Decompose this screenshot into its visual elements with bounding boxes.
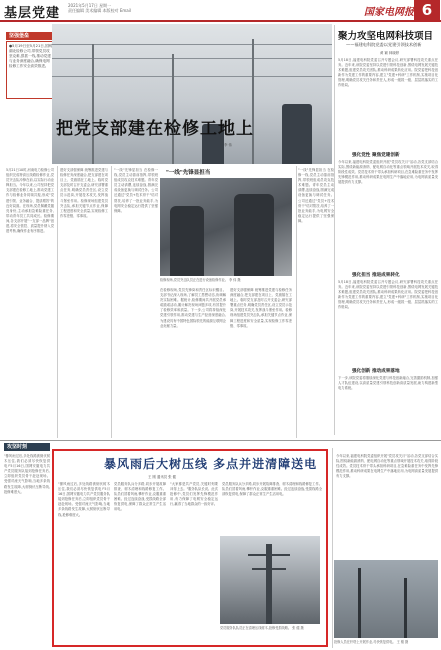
- feature-photo-caption: 党员服务队队员正在清理压线树木,抢修受损线路。 张 健 摄: [220, 626, 304, 630]
- masthead: [0, 0, 441, 22]
- right-headline: 聚力攻坚电网科技项目: [338, 31, 434, 42]
- body-column-4: 在检修现场,党员先锋岗和责任区标识醒目。支部书记深入现场,了解员工思想动态,协调解决实际困难。据统计,检修期间共开展党员承诺践诺活动,累计解决现场问题多项,有效提升了检修效率和质量。下一步,公司将持续深化党建引领作用,推动党建与生产经营深度融合,为建设具有中国特色国际领先的能源互联网企业贡献力量。: [160, 288, 226, 328]
- worker-figure: [282, 104, 312, 164]
- right-sub-head-1: 强化党性 聚焦党建创新: [352, 153, 400, 158]
- lead-box: ●5月19日至5月21日,国网湖北检修公司,带领党员攻坚克难,狠抓一线,推动党建与业务深度融合,确保电网检修工作安全高效推进。: [6, 41, 56, 99]
- body-column-1: 5月21日10时,河南电力检修公司组织完成特高压线路检修作业,党员突击队冲锋在前,以实际行动诠释担当。今年以来,公司坚持把党支部建在检修工地上,推动党建工作与检修业务同频共振,形成"党建引领、业务融合、提质增效"的良好局面。在现场,党员佩戴党徽亮身份,主动承担急难险重任务,带动青年员工共同成长。检修期间,各支部开展"一支部一品牌"创建,将安全管控、质量提升纳入党建考核,确保作业有序推进。: [6, 168, 54, 234]
- feature-headline: 暴风雨后大树压线 多点并进清障送电: [104, 457, 318, 471]
- feature-column-3: "大家都是共产党员,关键时刻要冲得上去。"服务队队长说。此次抢修中,党员们发挥先锋模范作用,有力保障了电网安全稳定运行,赢得了当地群众的一致好评。: [170, 482, 218, 507]
- right-subtitle: ——福建电科院党委以党建引领技术创新: [346, 42, 422, 47]
- editor-line: 责任编辑 美术编辑 本版校对 Email: [68, 8, 131, 13]
- section-divider: [0, 440, 441, 446]
- power-line: [52, 76, 332, 77]
- tower-mast: [92, 44, 94, 164]
- right-body-3: 5月18日,福建电科院党委召开专题会议,研究部署科技攻关重点任务。近年来,该院党委坚持以党建引领科技创新,围绕电网发展关键技术难题,组建党员攻关团队,推动科研成果转化应用。院党委把科技创新作为党建工作的重要内容,建立"党建+科研"工作机制,实施项目化管理,明确党员攻关任务和责任人,形成一级抓一级、层层抓落实的工作格局。: [338, 280, 438, 310]
- body-column-5: 建好支部强保障 统筹推进党建与检修任务深度融合,把支部建在项目上、党旗插在工地上。临时党支部及时召开支委会,研究部署重点任务,明确党员责任区,设立党员示范岗,开展技术攻关,发挥战斗堡垒作用。检修现场组建党员突击队,承担关键节点作业,保障工程进度和安全质量,实现检修工作零差错、零事故。: [230, 288, 292, 328]
- bottom-column-tag: 攻坚时刻: [4, 443, 50, 451]
- feature-byline: 王 刚 通讯员 张 健: [148, 475, 177, 479]
- page-number: 6: [414, 0, 440, 20]
- column-rule: [296, 166, 297, 438]
- tower-mast: [404, 578, 407, 638]
- right-body-1: 5月18日,福建电科院党委召开专题会议,研究部署科技攻关重点任务。近年来,该院党委坚持以党建引领科技创新,围绕电网发展关键技术难题,组建党员攻关团队,推动科研成果转化应用。院党委把科技创新作为党建工作的重要内容,建立"党建+科研"工作机制,实施项目化管理,明确党员攻关任务和责任人,形成一级抓一级、层层抓落实的工作格局。: [338, 58, 438, 88]
- right-sub-head-2: 强化担当 推进成果转化: [352, 273, 400, 278]
- tower-mast: [252, 39, 254, 164]
- tower-crossarm: [252, 568, 286, 570]
- column-tag: 坚强堡垒: [6, 32, 52, 40]
- body-column-2: 建好支部强保障 统筹推进党建与检修任务深度融合,把支部建在项目上、党旗插在工地上。临时党支部及时召开支委会,研究部署重点任务,明确党员责任区,设立党员示范岗,开展技术攻关,发挥战斗堡垒作用。检修现场组建党员突击队,承担关键节点作业,保障工程进度和安全质量,实现检修工作零差错、零事故。: [60, 168, 108, 218]
- power-line: [52, 58, 332, 59]
- right-body-4: 下一步,该院党委将继续深化党建与科技创新融合,完善激励机制,加强人才队伍建设,以高质量党建引领科技创新高质量发展,助力构建新型电力系统。: [338, 376, 438, 391]
- right-body-2: 今年以来,福建电科院党委组织开展"党员攻关月"活动,各党支部结合实际,围绕新能源消纳、配电网自动化等重点领域开展技术攻关,取得阶段性成效。党员技术骨干带头承担科研项目,在急难险重任务中发挥先锋模范作用,推动科研成果在电网生产中落地应用,为电网高质量发展提供有力支撑。: [338, 160, 438, 185]
- worker-figure: [234, 194, 274, 276]
- feature-column-4: 党员服务队兵分多路,同步开展故障排查、树木清理和线路修复工作。队员们冒着风雨,攀杆作业,克服重重困难。经过连续奋战,受损线路全部恢复供电,保障了群众正常生产生活用电。: [222, 482, 322, 497]
- main-author: 李 伟: [224, 143, 232, 147]
- newspaper-logo: 国家电网报: [364, 7, 414, 18]
- main-headline: 把党支部建在检修工地上: [56, 119, 254, 139]
- bottom-right-column: 今年以来,福建电科院党委组织开展"党员攻关月"活动,各党支部结合实际,围绕新能源消纳、配电网自动化等重点领域开展技术攻关,取得阶段性成效。党员技术骨干带头承担科研项目,在急难险重任务中发挥先锋模范作用,推动科研成果在电网生产中落地应用,为电网高质量发展提供有力支撑。: [336, 454, 438, 479]
- issue-date: 2021年5月17日 星期一: [68, 3, 112, 8]
- right-sub-head-3: 强化创新 推动成果落地: [352, 369, 400, 374]
- feature-photo: [220, 536, 320, 624]
- tower-crossarm: [248, 554, 290, 556]
- tower-mast: [358, 568, 361, 638]
- column-rule: [57, 166, 58, 438]
- inset-photo: [160, 178, 292, 276]
- feature-column-1: "暴风雨过后,多处线路被倒伏树木压住,我们必须尽快恢复供电!"5月16日,国网安徽电力共产党员服务队接到抢修任务后,立即组织党员骨干赶赴现场。受强对流天气影响,当地多条线路发生故障,大树倒伏压断导线,抢修难度大。: [58, 482, 110, 517]
- feature-column-2: 党员服务队兵分多路,同步开展故障排查、树木清理和线路修复工作。队员们冒着风雨,攀杆作业,克服重重困难。经过连续奋战,受损线路全部恢复供电,保障了群众正常生产生活用电。: [114, 482, 166, 512]
- sub-head: "一线"先锋显担当: [166, 170, 211, 176]
- section-name: 基层党建: [4, 6, 61, 21]
- column-rule: [111, 166, 112, 438]
- tower-mast: [172, 54, 174, 164]
- issue-meta: [68, 3, 131, 13]
- column-rule: [334, 25, 335, 435]
- bottom-right-photo: [334, 560, 438, 638]
- column-rule: [332, 448, 333, 648]
- tower-mast: [266, 544, 272, 624]
- bottom-left-column: "暴风雨过后,多处线路被倒伏树木压住,我们必须尽快恢复供电!"5月16日,国网安徽电力共产党员服务队接到抢修任务后,立即组织党员骨干赶赴现场。受强对流天气影响,当地多条线路发生故障,大树倒伏压断导线,抢修难度大。: [4, 454, 50, 494]
- worker-figure: [170, 206, 204, 276]
- bottom-right-caption: 抢修人员在杆塔上开展作业,尽快恢复供电。 王 刚 摄: [334, 640, 409, 644]
- body-column-3: "一线"先锋显担当 在检修一线,党员主动靠前指挥,带领班组成员攻克技术难题。青年党员主动请缨,连续奋战,圆满完成设备更换与调试任务。公司还通过"党员+技术骨干"结对帮扶,培养了一批业务能手,为电网安全稳定运行提供了坚强保障。: [114, 168, 158, 213]
- main-photo: [52, 24, 332, 164]
- body-column-6: "一线"先锋显担当 在检修一线,党员主动靠前指挥,带领班组成员攻克技术难题。青年党员主动请缨,连续奋战,圆满完成设备更换与调试任务。公司还通过"党员+技术骨干"结对帮扶,培养了一批业务能手,为电网安全稳定运行提供了坚强保障。: [298, 168, 334, 223]
- right-author: 黄 颖 林晓婷: [380, 51, 400, 55]
- photo-caption: 检修现场,党员突击队员正在进行设备检修作业。 李 伟 摄: [160, 278, 241, 282]
- power-line: [52, 44, 332, 45]
